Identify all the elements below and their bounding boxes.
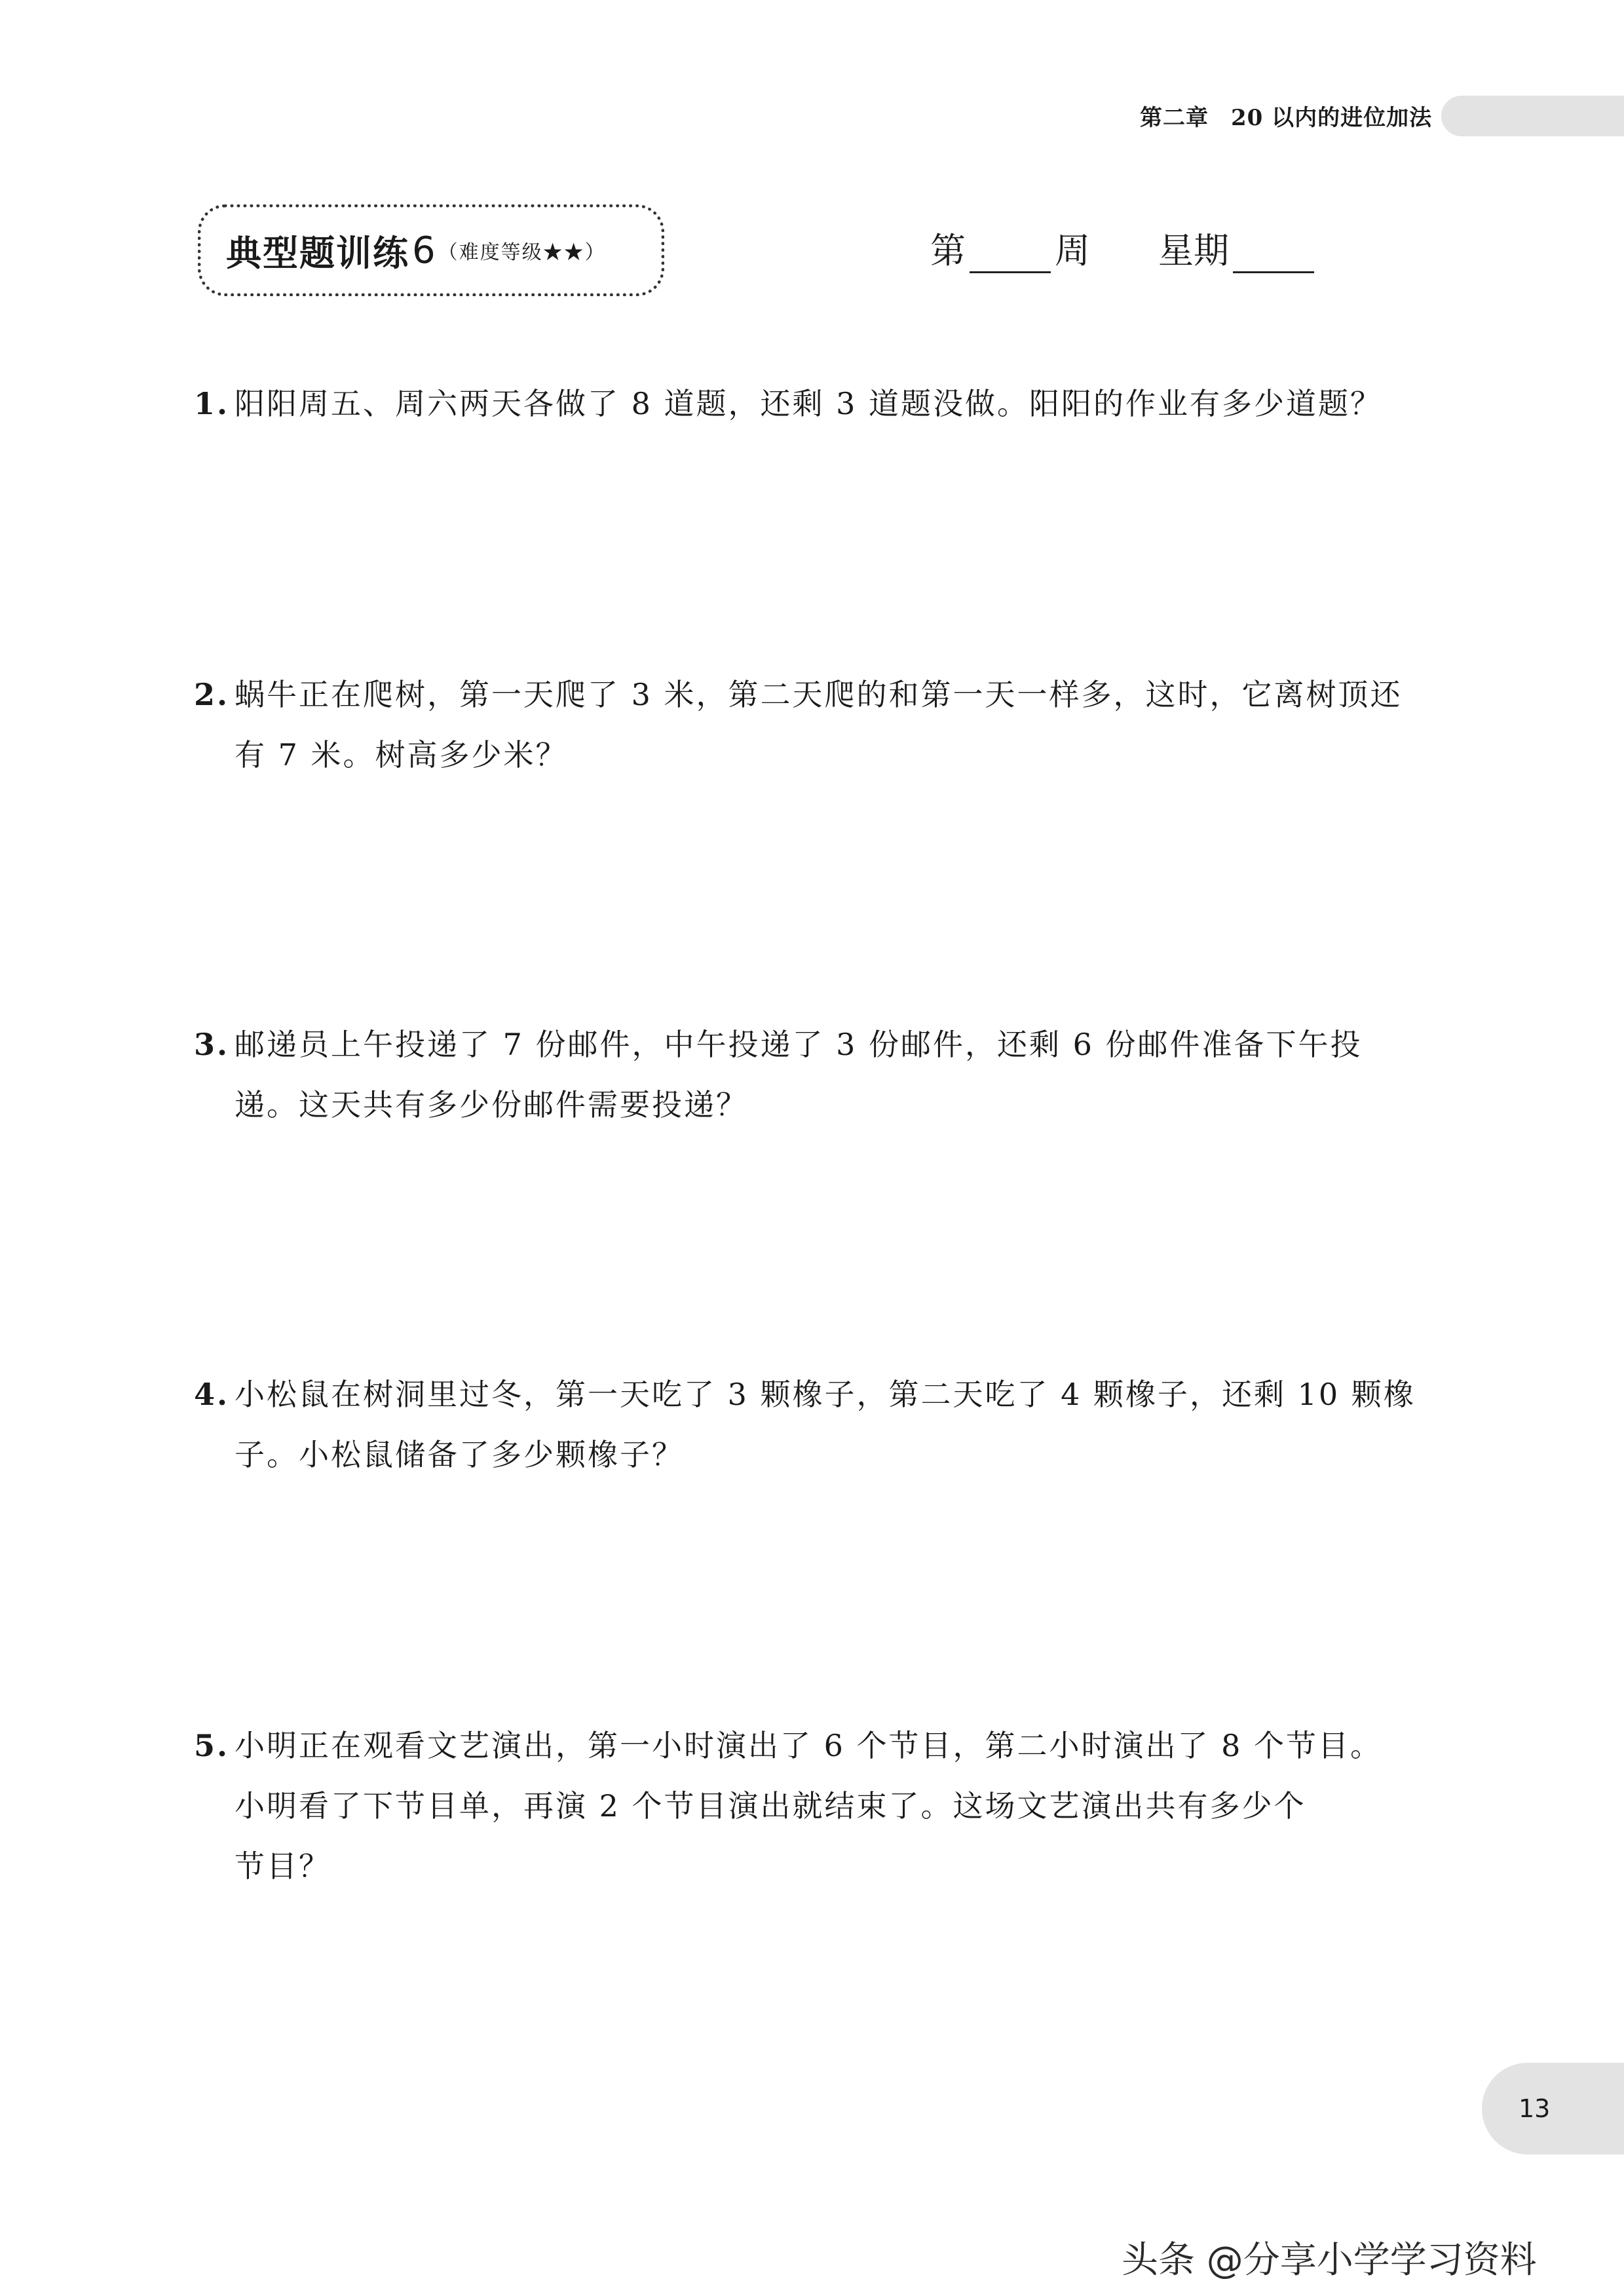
question-text: 有 7 米。树高多少米？: [235, 737, 568, 773]
question-2: [194, 664, 1439, 785]
chapter-title: 20 以内的进位加法: [1231, 104, 1433, 131]
question-text: 蜗牛正在爬树，第一天爬了 3 米，第二天爬的和第一天一样多，这时，它离树顶还: [235, 677, 1403, 712]
watermark: 头条 @分享小学学习资料: [1122, 2239, 1537, 2282]
question-number: 5.: [194, 1728, 230, 1763]
question-text: 小明正在观看文艺演出，第一小时演出了 6 个节目，第二小时演出了 8 个节目。: [235, 1728, 1383, 1763]
page-number-tab: [1482, 2063, 1624, 2154]
question-number: 2.: [194, 677, 230, 712]
weekday-label: 星期: [1158, 230, 1229, 271]
question-text: 邮递员上午投递了 7 份邮件，中午投递了 3 份邮件，还剩 6 份邮件准备下午投: [235, 1027, 1363, 1062]
question-text: 小明看了下节目单，再演 2 个节目演出就结束了。这场文艺演出共有多少个: [235, 1788, 1306, 1824]
exercise-title: 典型题训练: [226, 232, 409, 274]
chapter-number: 第二章: [1140, 104, 1209, 131]
question-1: [194, 373, 1439, 434]
question-number: 3.: [194, 1027, 230, 1062]
page-number: 13: [1519, 2094, 1551, 2123]
question-number: 4.: [194, 1377, 230, 1412]
chapter-tab: [1441, 96, 1624, 136]
difficulty-level: （难度等级★★）: [438, 241, 606, 264]
question-text: 节目？: [235, 1848, 331, 1884]
question-4: [194, 1364, 1439, 1485]
question-3: [194, 1014, 1439, 1135]
exercise-title-box: [198, 204, 664, 296]
question-5: [194, 1715, 1439, 1896]
question-text: 小松鼠在树洞里过冬，第一天吃了 3 颗橡子，第二天吃了 4 颗橡子，还剩 10 颗橡: [235, 1377, 1416, 1412]
question-text: 子。小松鼠储备了多少颗橡子？: [235, 1437, 684, 1472]
exercise-number: 6: [412, 229, 436, 272]
question-text: 递。这天共有多少份邮件需要投递？: [235, 1087, 748, 1122]
week-blank[interactable]: [970, 231, 1051, 273]
week-suffix: 周: [1055, 230, 1090, 271]
weekday-blank[interactable]: [1233, 231, 1314, 273]
week-prefix: 第: [930, 230, 966, 271]
question-number: 1.: [194, 386, 230, 421]
question-text: 阳阳周五、周六两天各做了 8 道题，还剩 3 道题没做。阳阳的作业有多少道题？: [235, 386, 1383, 421]
chapter-header: [1140, 96, 1432, 135]
date-line: [930, 223, 1314, 273]
